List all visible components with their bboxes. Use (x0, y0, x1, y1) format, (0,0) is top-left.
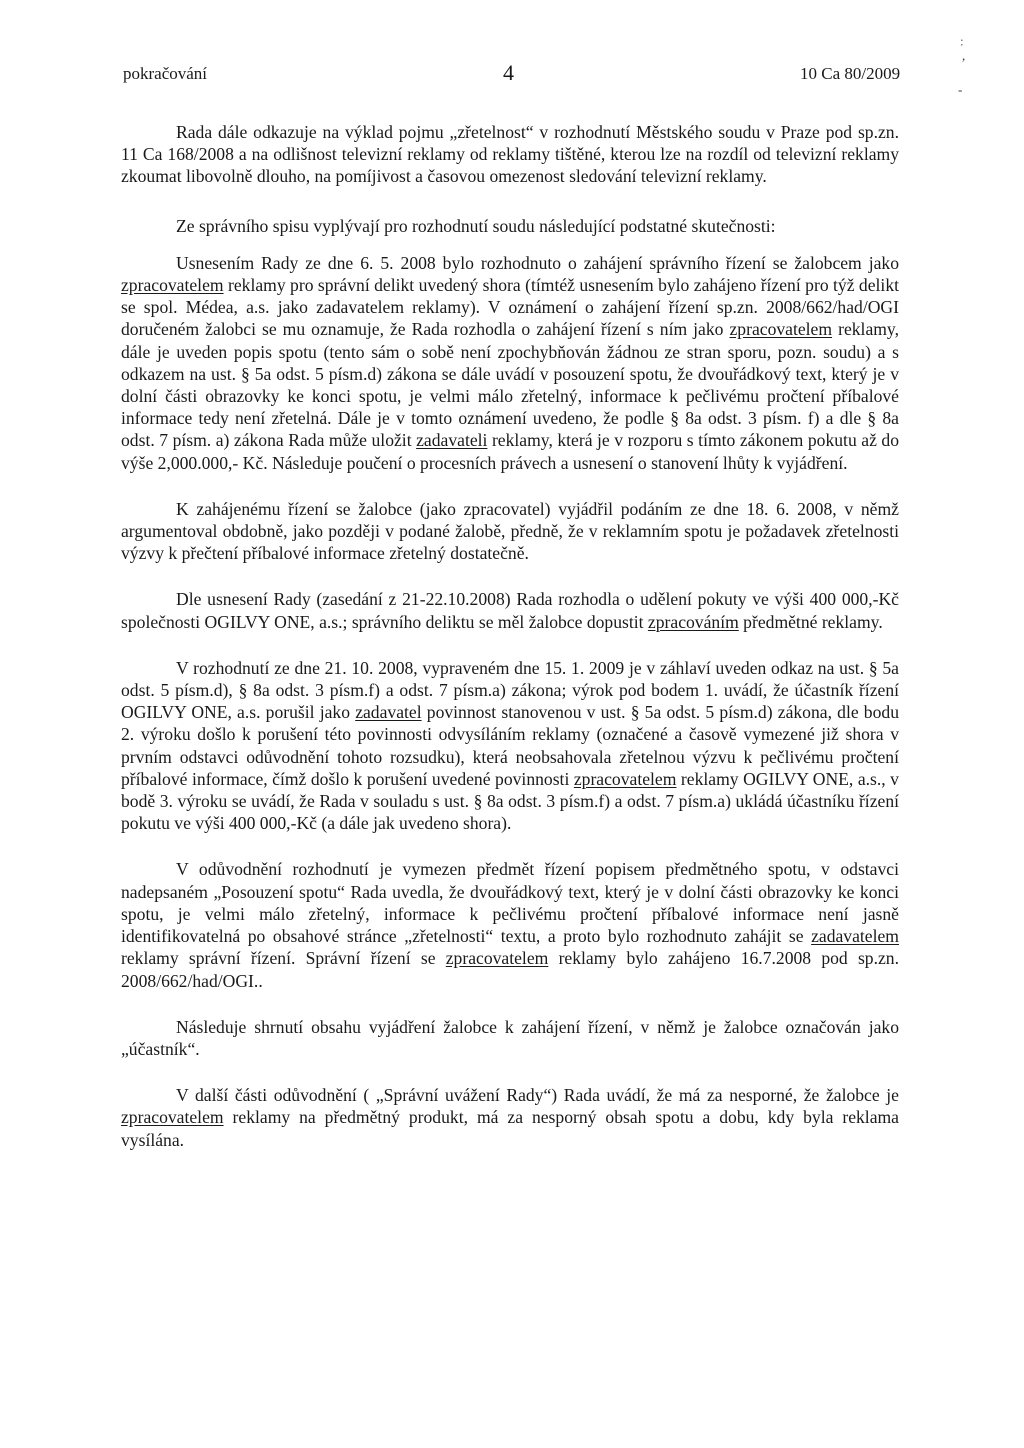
paragraph-text: Dle usnesení Rady (zasedání z 21-22.10.2008) Rada rozhodla o udělení pokuty ve výši 400 000,-Kč společnosti OGILVY ONE, a.s.; správního deliktu se měl žalobce dopustit (121, 589, 899, 632)
paragraph-text: K zahájenému řízení se žalobce (jako zpracovatel) vyjádřil podáním ze dne 18. 6. 2008, v němž argumentoval obdobně, jako později v podané žalobě, předně, že v reklamním spotu je požadavek zřetelnosti výzvy k přečtení příbalové informace zřetelný dostatečně. (121, 498, 899, 564)
paragraph-text: reklamy, která je v rozporu s tímto zákonem pokutu až do výše 2,000.000,- Kč. Následuje poučení o procesních právech a usnesení o stanovení lhůty k vyjádření. (121, 430, 899, 473)
underlined-term: zadavateli (416, 430, 488, 451)
paragraph (121, 1016, 899, 1060)
page-number: 4 (503, 60, 514, 85)
paragraph (121, 858, 899, 991)
paragraph (121, 252, 899, 474)
underlined-term: zpracovatelem (445, 948, 549, 969)
paragraph (121, 588, 899, 632)
scan-mark: - (958, 82, 963, 97)
paragraph-text: reklamy na předmětný produkt, má za nesporný obsah spotu a dobu, kdy byla reklama vysílána. (121, 1107, 899, 1150)
underlined-term: zpracováním (647, 611, 739, 632)
paragraph (121, 1084, 899, 1151)
paragraph-text: reklamy pro správní delikt uvedený shora (tímtéž usnesením bylo zahájeno řízení pro týž delikt se spol. Médea, a.s. jako zadavatelem reklamy). V oznámení o zahájení řízení sp.zn. 2008/662/had/OGI doručeném žalobci se mu oznamuje, že Rada rozhodla o zahájení řízení s ním jako (121, 275, 899, 340)
paragraph-text: V rozhodnutí ze dne 21. 10. 2008, vypraveném dne 15. 1. 2009 je v záhlaví uveden odkaz na ust. § 5a odst. 5 písm.d), § 8a odst. 3 písm.f) a odst. 7 písm.a) zákona; výrok pod bodem 1. uvádí, že účastník řízení OGILVY ONE, a.s. porušil jako (121, 657, 899, 723)
underlined-term: zpracovatelem (573, 768, 677, 789)
paragraph (121, 657, 899, 835)
paragraph (121, 215, 899, 237)
underlined-term: zadavatel (355, 702, 422, 723)
paragraph-text: Následuje shrnutí obsahu vyjádření žalobce k zahájení řízení, v němž je žalobce označován jako „účastník“. (121, 1016, 899, 1059)
paragraph-text: reklamy, dále je uveden popis spotu (tento sám o sobě není zpochybňován žádnou ze stran sporu, pozn. soudu) a s odkazem na ust. § 5a odst. 5 písm.d) zákona se dále uvádí v posouzení spotu, že dvouřádkový text, který je v dolní části obrazovky ke konci spotu, je velmi málo zřetelný, informace k pečlivému pročtení příbalové informace tedy není zřetelná. Dále je v tomto oznámení uvedeno, že podle § 8a odst. 3 písm. f) a dle § 8a odst. 7 písm. a) zákona Rada může uložit (121, 319, 899, 451)
underlined-term: zpracovatelem (729, 319, 833, 340)
paragraph-text: reklamy správní řízení. Správní řízení se (121, 948, 446, 969)
paragraph-text: reklamy OGILVY ONE, a.s., v bodě 3. výroku se uvádí, že Rada v souladu s ust. § 8a odst. 3 písm.f) a odst. 7 písm.a) ukládá účastníku řízení pokutu ve výši 400 000,-Kč (a dále jak uvedeno shora). (121, 768, 899, 834)
document-body (121, 121, 899, 1151)
scan-mark: , (962, 48, 966, 63)
case-number: 10 Ca 80/2009 (800, 64, 901, 83)
header-continuation: pokračování (123, 64, 208, 83)
underlined-term: zpracovatelem (121, 1107, 224, 1128)
paragraph-text: povinnost stanovenou v ust. § 5a odst. 5 písm.d) zákona, dle bodu 2. výroku došlo k porušení této povinnosti odvysíláním reklamy (označené a časově vymezené již shora v prvním odstavci odůvodnění tohoto rozsudku), která neobsahovala zřetelnou výzvu k pečlivému pročtení příbalové informace, čímž došlo k porušení uvedené povinnosti (121, 702, 899, 789)
paragraph-text: V další části odůvodnění ( „Správní uvážení Rady“) Rada uvádí, že má za nesporné, že žalobce je (176, 1085, 899, 1106)
paragraph-text: V odůvodnění rozhodnutí je vymezen předmět řízení popisem předmětného spotu, v odstavci nadepsaném „Posouzení spotu“ Rada uvedla, že dvouřádkový text, který je v dolní části obrazovky ke konci spotu, je velmi málo zřetelný, informace k pečlivému pročtení příbalové informace není jasně identifikovatelná po obsahové stránce „zřetelnosti“ textu, a proto bylo rozhodnuto zahájit se (121, 859, 899, 947)
paragraph-text: reklamy bylo zahájeno 16.7.2008 pod sp.zn. 2008/662/had/OGI.. (121, 948, 899, 991)
paragraph-text: Usnesením Rady ze dne 6. 5. 2008 bylo rozhodnuto o zahájení správního řízení se žalobcem jako (176, 252, 899, 273)
paragraph (121, 498, 899, 565)
scan-mark: ˸ (960, 36, 964, 51)
underlined-term: zadavatelem (811, 926, 899, 947)
paragraph (121, 121, 899, 188)
paragraph-text: předmětné reklamy. (738, 611, 883, 632)
paragraph-text: Ze správního spisu vyplývají pro rozhodnutí soudu následující podstatné skutečnosti: (176, 215, 776, 236)
underlined-term: zpracovatelem (121, 275, 224, 296)
paragraph-text: Rada dále odkazuje na výklad pojmu „zřetelnost“ v rozhodnutí Městského soudu v Praze pod sp.zn. 11 Ca 168/2008 a na odlišnost televizní reklamy od reklamy tištěné, kterou lze na rozdíl od televizní reklamy zkoumat libovolně dlouho, na pomíjivost a časovou omezenost sledování televizní reklamy. (121, 122, 899, 187)
